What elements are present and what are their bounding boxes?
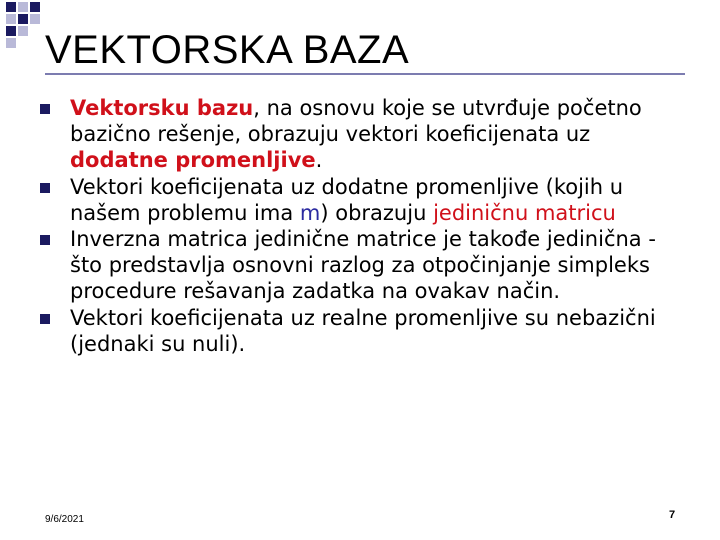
bullet-2-part-3: ) obrazuju — [320, 200, 434, 225]
footer-date: 9/6/2021 — [45, 514, 84, 525]
square-bullet-icon — [40, 314, 50, 324]
checker-square — [6, 14, 16, 24]
bullet-list — [38, 95, 688, 357]
checker-square — [30, 2, 40, 12]
bullet-item-1 — [38, 95, 688, 174]
title-underline — [45, 73, 685, 75]
checker-square — [6, 38, 16, 48]
square-bullet-icon — [40, 183, 50, 193]
checker-square — [18, 26, 28, 36]
page-number: 7 — [669, 509, 676, 521]
bullet-item-2 — [38, 174, 688, 226]
bullet-2-part-2: m — [299, 200, 321, 225]
bullet-1-part-2: , na osnovu koje se utvrđuje početno bazično rešenje, obrazuju vektori koeficijenata uz — [70, 96, 642, 147]
bullet-item-4 — [38, 305, 688, 357]
square-bullet-icon — [40, 104, 50, 114]
checker-square — [6, 26, 16, 36]
bullet-1-part-4: . — [315, 148, 323, 173]
square-bullet-icon — [40, 235, 50, 245]
checker-square — [18, 14, 28, 24]
bullet-4-part-1: Vektori koeficijenata uz realne promenljive su nebazični (jednaki su nuli). — [70, 305, 656, 356]
bullet-1-part-1: Vektorsku bazu — [70, 96, 254, 120]
checker-square — [6, 2, 16, 12]
bullet-item-3 — [38, 226, 688, 305]
bullet-1-part-3: dodatne promenljive — [70, 148, 316, 173]
checker-square — [18, 2, 28, 12]
bullet-2-part-1: Vektori koeficijenata uz dodatne promenljive (kojih u našem problemu ima — [70, 174, 624, 225]
slide-title: VEKTORSKA BAZA — [45, 28, 410, 72]
checker-square — [30, 14, 40, 24]
bullet-2-part-4: jediničnu matricu — [433, 200, 616, 225]
bullet-3-part-1: Inverzna matrica jedinične matrice je takođe jedinična - što predstavlja osnovni razlog za otpočinjanje simpleks procedure rešavanja zadatka na ovakav način. — [70, 227, 656, 304]
